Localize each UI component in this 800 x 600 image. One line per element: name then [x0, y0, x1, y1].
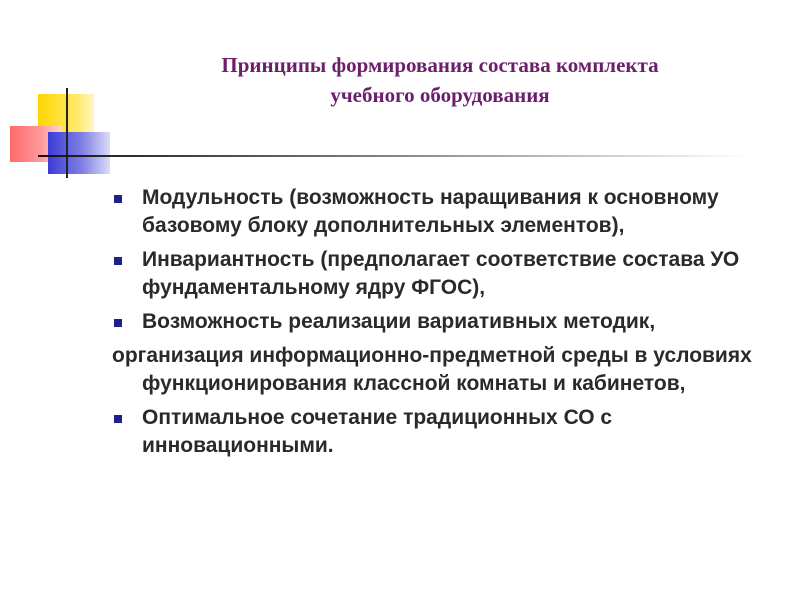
list-item-text: Возможность реализации вариативных методик,	[142, 310, 656, 333]
square-bullet-icon	[114, 195, 122, 203]
list-item-text: Оптимальное сочетание традиционных СО с инновационными.	[142, 406, 613, 457]
vertical-line-decoration	[66, 88, 68, 178]
list-item	[112, 308, 762, 336]
slide-title	[130, 50, 750, 110]
slide-title-line-1: Принципы формирования состава комплекта	[221, 53, 659, 77]
slide-title-line-2: учебного оборудования	[330, 83, 550, 107]
blue-square-decoration	[48, 132, 110, 174]
title-underline-decoration	[38, 155, 750, 157]
square-bullet-icon	[114, 319, 122, 327]
list-item	[112, 184, 762, 240]
bullet-list	[112, 184, 762, 466]
list-item	[112, 404, 762, 460]
continuation-paragraph: организация информационно-предметной среды в условиях функционирования классной комнаты и кабинетов,	[112, 344, 752, 395]
square-bullet-icon	[114, 415, 122, 423]
square-bullet-icon	[114, 257, 122, 265]
list-item-text: Модульность (возможность наращивания к основному базовому блоку дополнительных элементов),	[142, 186, 719, 237]
list-item-text: Инвариантность (предполагает соответствие состава УО фундаментальному ядру ФГОС),	[142, 248, 740, 299]
list-item	[112, 246, 762, 302]
